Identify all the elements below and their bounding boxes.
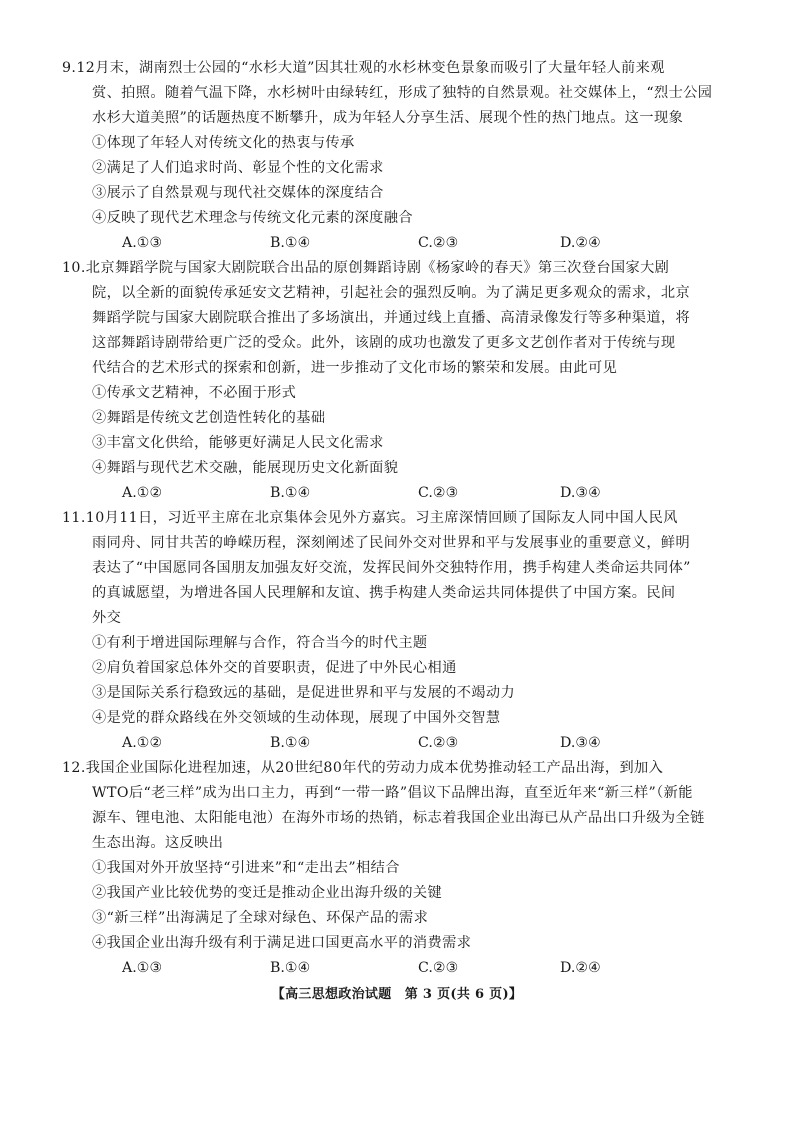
question-stem-line: 10.北京舞蹈学院与国家大剧院联合出品的原创舞蹈诗剧《杨家岭的春天》第三次登台国家大剧 <box>62 260 670 276</box>
question-stem-line: 9.12月末，湖南烈士公园的“水杉大道”因其壮观的水杉林变色景象而吸引了大量年轻人前来观 <box>62 60 665 76</box>
statement-2: ②满足了人们追求时尚、彰显个性的文化需求 <box>92 160 384 176</box>
option-b[interactable]: B.①④ <box>270 735 311 751</box>
option-b[interactable]: B.①④ <box>270 485 311 501</box>
answer-options <box>62 956 752 981</box>
question-stem-line: 外交 <box>92 610 122 626</box>
statement-1: ①传承文艺精神，不必囿于形式 <box>92 385 297 401</box>
statement-1: ①体现了年轻人对传统文化的热衷与传承 <box>92 135 355 151</box>
question-11 <box>62 506 752 756</box>
statement-4: ④我国企业出海升级有利于满足进口国更高水平的消费需求 <box>92 935 472 951</box>
option-c[interactable]: C.②③ <box>418 735 459 751</box>
option-d[interactable]: D.③④ <box>560 485 601 501</box>
question-stem-line: 代结合的艺术形式的探索和创新，进一步推动了文化市场的繁荣和发展。由此可见 <box>92 360 618 376</box>
statement-1: ①我国对外开放坚持“引进来”和“走出去”相结合 <box>92 860 400 876</box>
question-stem-line: 生态出海。这反映出 <box>92 835 224 851</box>
statement-3: ③丰富文化供给，能够更好满足人民文化需求 <box>92 435 384 451</box>
option-c[interactable]: C.②③ <box>418 960 459 976</box>
question-stem-line: WTO后“老三样”成为出口主力，再到“一带一路”倡议下品牌出海，直至近年来“新三样”（新能 <box>92 785 693 801</box>
page-footer: 【高三思想政治试题 第 3 页(共 6 页)】 <box>271 987 523 1002</box>
question-stem-line: 的真诚愿望，为增进各国人民理解和友谊、携手构建人类命运共同体提供了中国方案。民间 <box>92 585 676 601</box>
statement-2: ②我国产业比较优势的变迁是推动企业出海升级的关键 <box>92 885 443 901</box>
option-a[interactable]: A.①② <box>122 485 163 501</box>
statement-4: ④反映了现代艺术理念与传统文化元素的深度融合 <box>92 210 413 226</box>
statement-3: ③是国际关系行稳致远的基础，是促进世界和平与发展的不竭动力 <box>92 685 516 701</box>
question-10 <box>62 256 752 506</box>
question-12 <box>62 756 752 981</box>
option-a[interactable]: A.①③ <box>122 960 163 976</box>
statement-3: ③“新三样”出海满足了全球对绿色、环保产品的需求 <box>92 910 429 926</box>
option-a[interactable]: A.①② <box>122 735 163 751</box>
question-stem-line: 雨同舟、同甘共苦的峥嵘历程，深刻阐述了民间外交对世界和平与发展事业的重要意义，鲜明 <box>92 535 691 551</box>
statement-4: ④是党的群众路线在外交领域的生动体现，展现了中国外交智慧 <box>92 710 501 726</box>
statement-2: ②舞蹈是传统文艺创造性转化的基础 <box>92 410 326 426</box>
option-d[interactable]: D.②④ <box>560 960 601 976</box>
question-9 <box>62 56 752 256</box>
question-stem-line: 舞蹈学院与国家大剧院联合推出了多场演出，并通过线上直播、高清录像发行等多种渠道，将 <box>92 310 691 326</box>
question-stem-line: 12.我国企业国际化进程加速，从20世纪80年代的劳动力成本优势推动轻工产品出海，到加入 <box>62 760 664 776</box>
answer-options <box>62 731 752 756</box>
answer-options <box>62 231 752 256</box>
question-stem-line: 这部舞蹈诗剧带给更广泛的受众。此外，该剧的成功也激发了更多文艺创作者对于传统与现 <box>92 335 676 351</box>
option-d[interactable]: D.②④ <box>560 235 601 251</box>
statement-3: ③展示了自然景观与现代社交媒体的深度结合 <box>92 185 384 201</box>
option-a[interactable]: A.①③ <box>122 235 163 251</box>
statement-4: ④舞蹈与现代艺术交融，能展现历史文化新面貌 <box>92 460 399 476</box>
option-c[interactable]: C.②③ <box>418 485 459 501</box>
option-c[interactable]: C.②③ <box>418 235 459 251</box>
option-d[interactable]: D.③④ <box>560 735 601 751</box>
option-b[interactable]: B.①④ <box>270 960 311 976</box>
question-stem-line: 水杉大道美照”的话题热度不断攀升，成为年轻人分享生活、展现个性的热门地点。这一现象 <box>92 110 684 126</box>
question-stem-line: 源车、锂电池、太阳能电池）在海外市场的热销，标志着我国企业出海已从产品出口升级为全链 <box>92 810 705 826</box>
statement-2: ②肩负着国家总体外交的首要职责，促进了中外民心相通 <box>92 660 457 676</box>
question-stem-line: 11.10月11日，习近平主席在北京集体会见外方嘉宾。习主席深情回顾了国际友人同中国人民风 <box>62 510 678 526</box>
question-stem-line: 院，以全新的面貌传承延安文艺精神，引起社会的强烈反响。为了满足更多观众的需求，北京 <box>92 285 691 301</box>
question-stem-line: 表达了“中国愿同各国朋友加强友好交流，发挥民间外交独特作用，携手构建人类命运共同体” <box>92 560 691 576</box>
statement-1: ①有利于增进国际理解与合作，符合当今的时代主题 <box>92 635 428 651</box>
answer-options <box>62 481 752 506</box>
question-stem-line: 赏、拍照。随着气温下降，水杉树叶由绿转红，形成了独特的自然景观。社交媒体上，“烈士公园 <box>92 85 713 101</box>
option-b[interactable]: B.①④ <box>270 235 311 251</box>
